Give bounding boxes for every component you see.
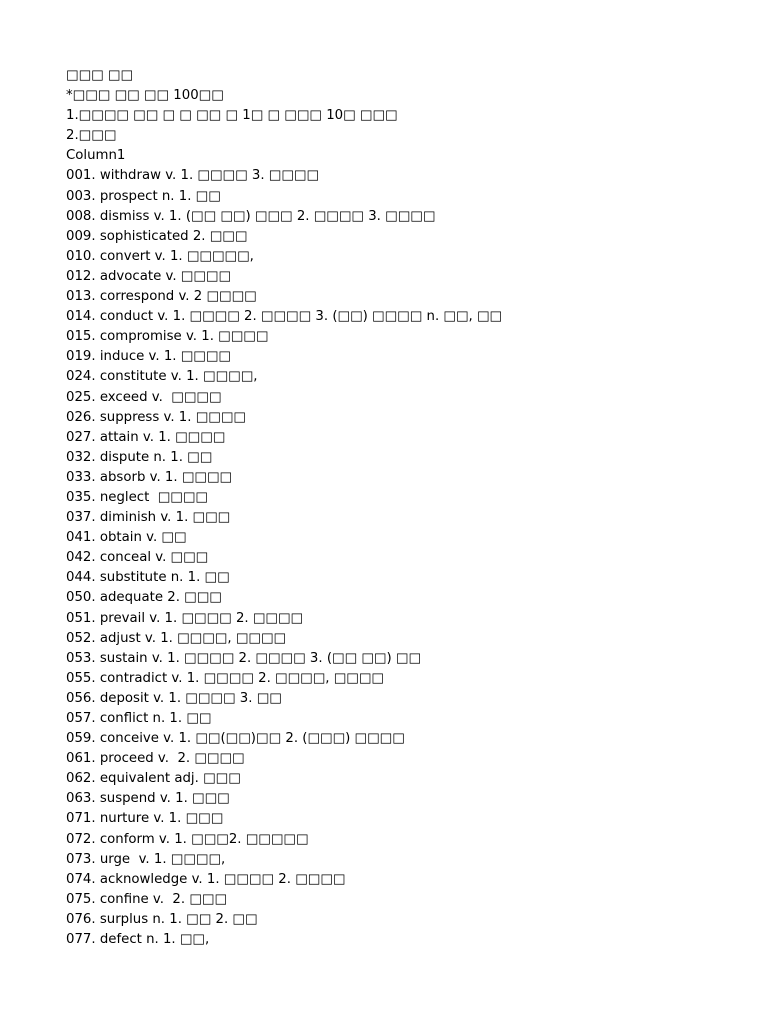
vocabulary-entry: 015. compromise v. 1. □□□□: [66, 329, 269, 345]
vocabulary-entry: 057. conflict n. 1. □□: [66, 711, 212, 726]
vocabulary-entry: 051. prevail v. 1. □□□□ 2. □□□□: [66, 610, 304, 626]
vocabulary-entry: 075. confine v. 2. □□□: [66, 891, 228, 907]
vocabulary-entry: 019. induce v. 1. □□□□: [66, 349, 231, 365]
vocabulary-entry: 074. acknowledge v. 1. □□□□ 2. □□□□: [66, 871, 346, 887]
column-label: Column1: [66, 148, 126, 164]
vocabulary-entry: 063. suspend v. 1. □□□: [66, 791, 230, 807]
document-title: □□□ □□: [66, 68, 134, 83]
vocabulary-entry: 042. conceal v. □□□: [66, 550, 209, 566]
vocabulary-entry: 024. constitute v. 1. □□□□,: [66, 369, 258, 385]
vocabulary-entry: 059. conceive v. 1. □□(□□)□□ 2. (□□□) □□□□: [66, 731, 405, 747]
vocabulary-entry: 050. adequate 2. □□□: [66, 590, 222, 606]
vocabulary-entry: 001. withdraw v. 1. □□□□ 3. □□□□: [66, 168, 320, 184]
vocabulary-entry: 056. deposit v. 1. □□□□ 3. □□: [66, 690, 282, 706]
vocabulary-entry: 077. defect n. 1. □□,: [66, 932, 210, 948]
vocabulary-entry: 062. equivalent adj. □□□: [66, 771, 241, 787]
vocabulary-entry: 055. contradict v. 1. □□□□ 2. □□□□, □□□□: [66, 670, 384, 686]
vocabulary-entry: 053. sustain v. 1. □□□□ 2. □□□□ 3. (□□ □□) □□: [66, 650, 422, 666]
document-instruction: 1.□□□□ □□ □ □ □□ □ 1□ □ □□□ 10□ □□□: [66, 108, 398, 124]
vocabulary-entry: 041. obtain v. □□: [66, 530, 187, 546]
vocabulary-list: [66, 166, 746, 950]
document-page: [66, 66, 746, 950]
vocabulary-entry: 071. nurture v. 1. □□□: [66, 811, 224, 827]
vocabulary-entry: 044. substitute n. 1. □□: [66, 570, 230, 586]
vocabulary-entry: 073. urge v. 1. □□□□,: [66, 851, 226, 867]
vocabulary-entry: 010. convert v. 1. □□□□□,: [66, 248, 254, 264]
vocabulary-entry: 052. adjust v. 1. □□□□, □□□□: [66, 630, 287, 646]
vocabulary-entry: 012. advocate v. □□□□: [66, 268, 232, 284]
vocabulary-entry: 061. proceed v. 2. □□□□: [66, 751, 245, 767]
vocabulary-entry: 009. sophisticated 2. □□□: [66, 228, 248, 244]
vocabulary-entry: 003. prospect n. 1. □□: [66, 188, 221, 204]
vocabulary-entry: 014. conduct v. 1. □□□□ 2. □□□□ 3. (□□) □□□□ n. □□, □□: [66, 309, 503, 325]
section-heading: 2.□□□: [66, 128, 117, 144]
vocabulary-entry: 008. dismiss v. 1. (□□ □□) □□□ 2. □□□□ 3. □□□□: [66, 208, 436, 224]
vocabulary-entry: 025. exceed v. □□□□: [66, 389, 222, 405]
vocabulary-entry: 072. conform v. 1. □□□2. □□□□□: [66, 831, 309, 847]
vocabulary-entry: 027. attain v. 1. □□□□: [66, 429, 226, 445]
vocabulary-entry: 032. dispute n. 1. □□: [66, 449, 213, 465]
vocabulary-entry: 033. absorb v. 1. □□□□: [66, 469, 233, 485]
vocabulary-entry: 076. surplus n. 1. □□ 2. □□: [66, 911, 258, 927]
vocabulary-entry: 013. correspond v. 2 □□□□: [66, 289, 257, 305]
vocabulary-entry: 026. suppress v. 1. □□□□: [66, 409, 246, 425]
vocabulary-entry: 035. neglect □□□□: [66, 489, 208, 505]
document-note: *□□□ □□ □□ 100□□: [66, 88, 224, 104]
vocabulary-entry: 037. diminish v. 1. □□□: [66, 510, 231, 526]
